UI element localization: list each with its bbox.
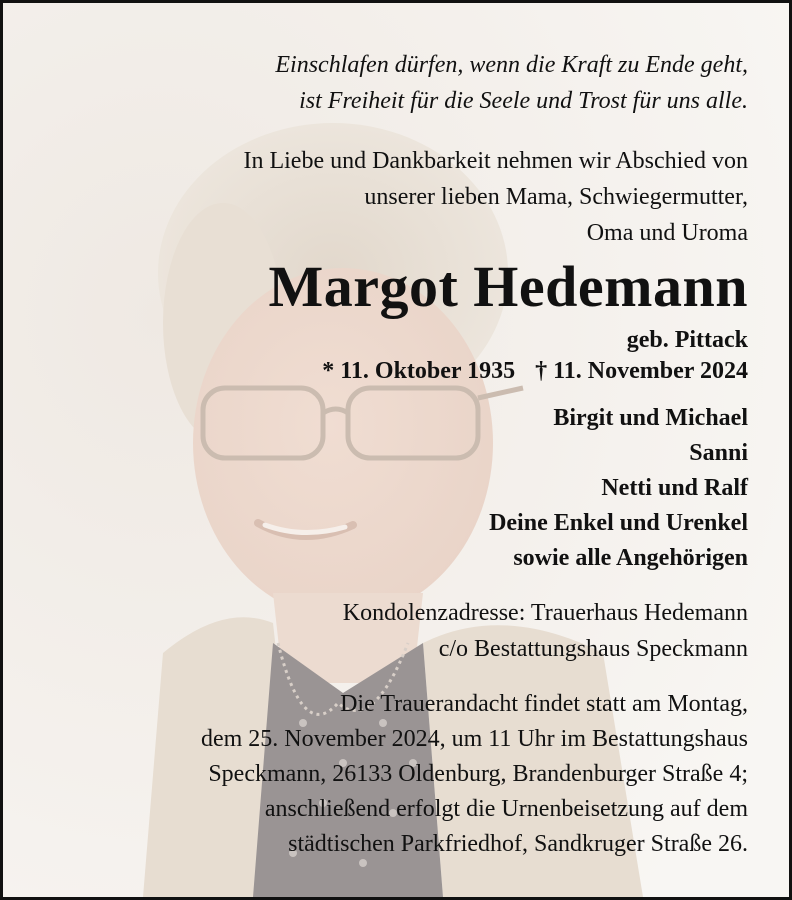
birth-date: * 11. Oktober 1935	[322, 358, 516, 384]
birth-name: geb. Pittack	[626, 327, 748, 353]
mourner-entry: Birgit und Michael	[553, 405, 748, 431]
mourner-entry: sowie alle Angehörigen	[513, 545, 748, 571]
mourner-entry: Deine Enkel und Urenkel	[489, 510, 748, 536]
quote-line: ist Freiheit für die Seele und Trost für uns alle.	[299, 88, 748, 114]
intro-line: In Liebe und Dankbarkeit nehmen wir Abschied von	[243, 148, 748, 174]
service-line: Speckmann, 26133 Oldenburg, Brandenburger Straße 4;	[208, 761, 748, 787]
condolence-line: Kondolenzadresse: Trauerhaus Hedemann	[342, 600, 748, 626]
epitaph-quote	[275, 47, 748, 119]
service-details	[201, 687, 748, 862]
condolence-address	[343, 595, 748, 667]
service-line: städtischen Parkfriedhof, Sandkruger Straße 26.	[288, 831, 748, 857]
mourner-entry: Netti und Ralf	[601, 475, 748, 501]
intro-line: Oma und Uroma	[586, 220, 748, 246]
service-line: Die Trauerandacht findet statt am Montag,	[340, 691, 748, 717]
life-dates	[322, 353, 748, 389]
death-date: † 11. November 2024	[535, 358, 748, 384]
deceased-name: Margot Hedemann	[268, 254, 748, 319]
farewell-intro	[243, 143, 748, 251]
service-line: dem 25. November 2024, um 11 Uhr im Bestattungshaus	[200, 726, 748, 752]
mourners-list	[489, 401, 748, 576]
mourner-entry: Sanni	[689, 440, 748, 466]
intro-line: unserer lieben Mama, Schwiegermutter,	[364, 184, 748, 210]
service-line: anschließend erfolgt die Urnenbeisetzung auf dem	[264, 796, 748, 822]
quote-line: Einschlafen dürfen, wenn die Kraft zu Ende geht,	[275, 52, 748, 78]
condolence-line: c/o Bestattungshaus Speckmann	[438, 636, 748, 662]
